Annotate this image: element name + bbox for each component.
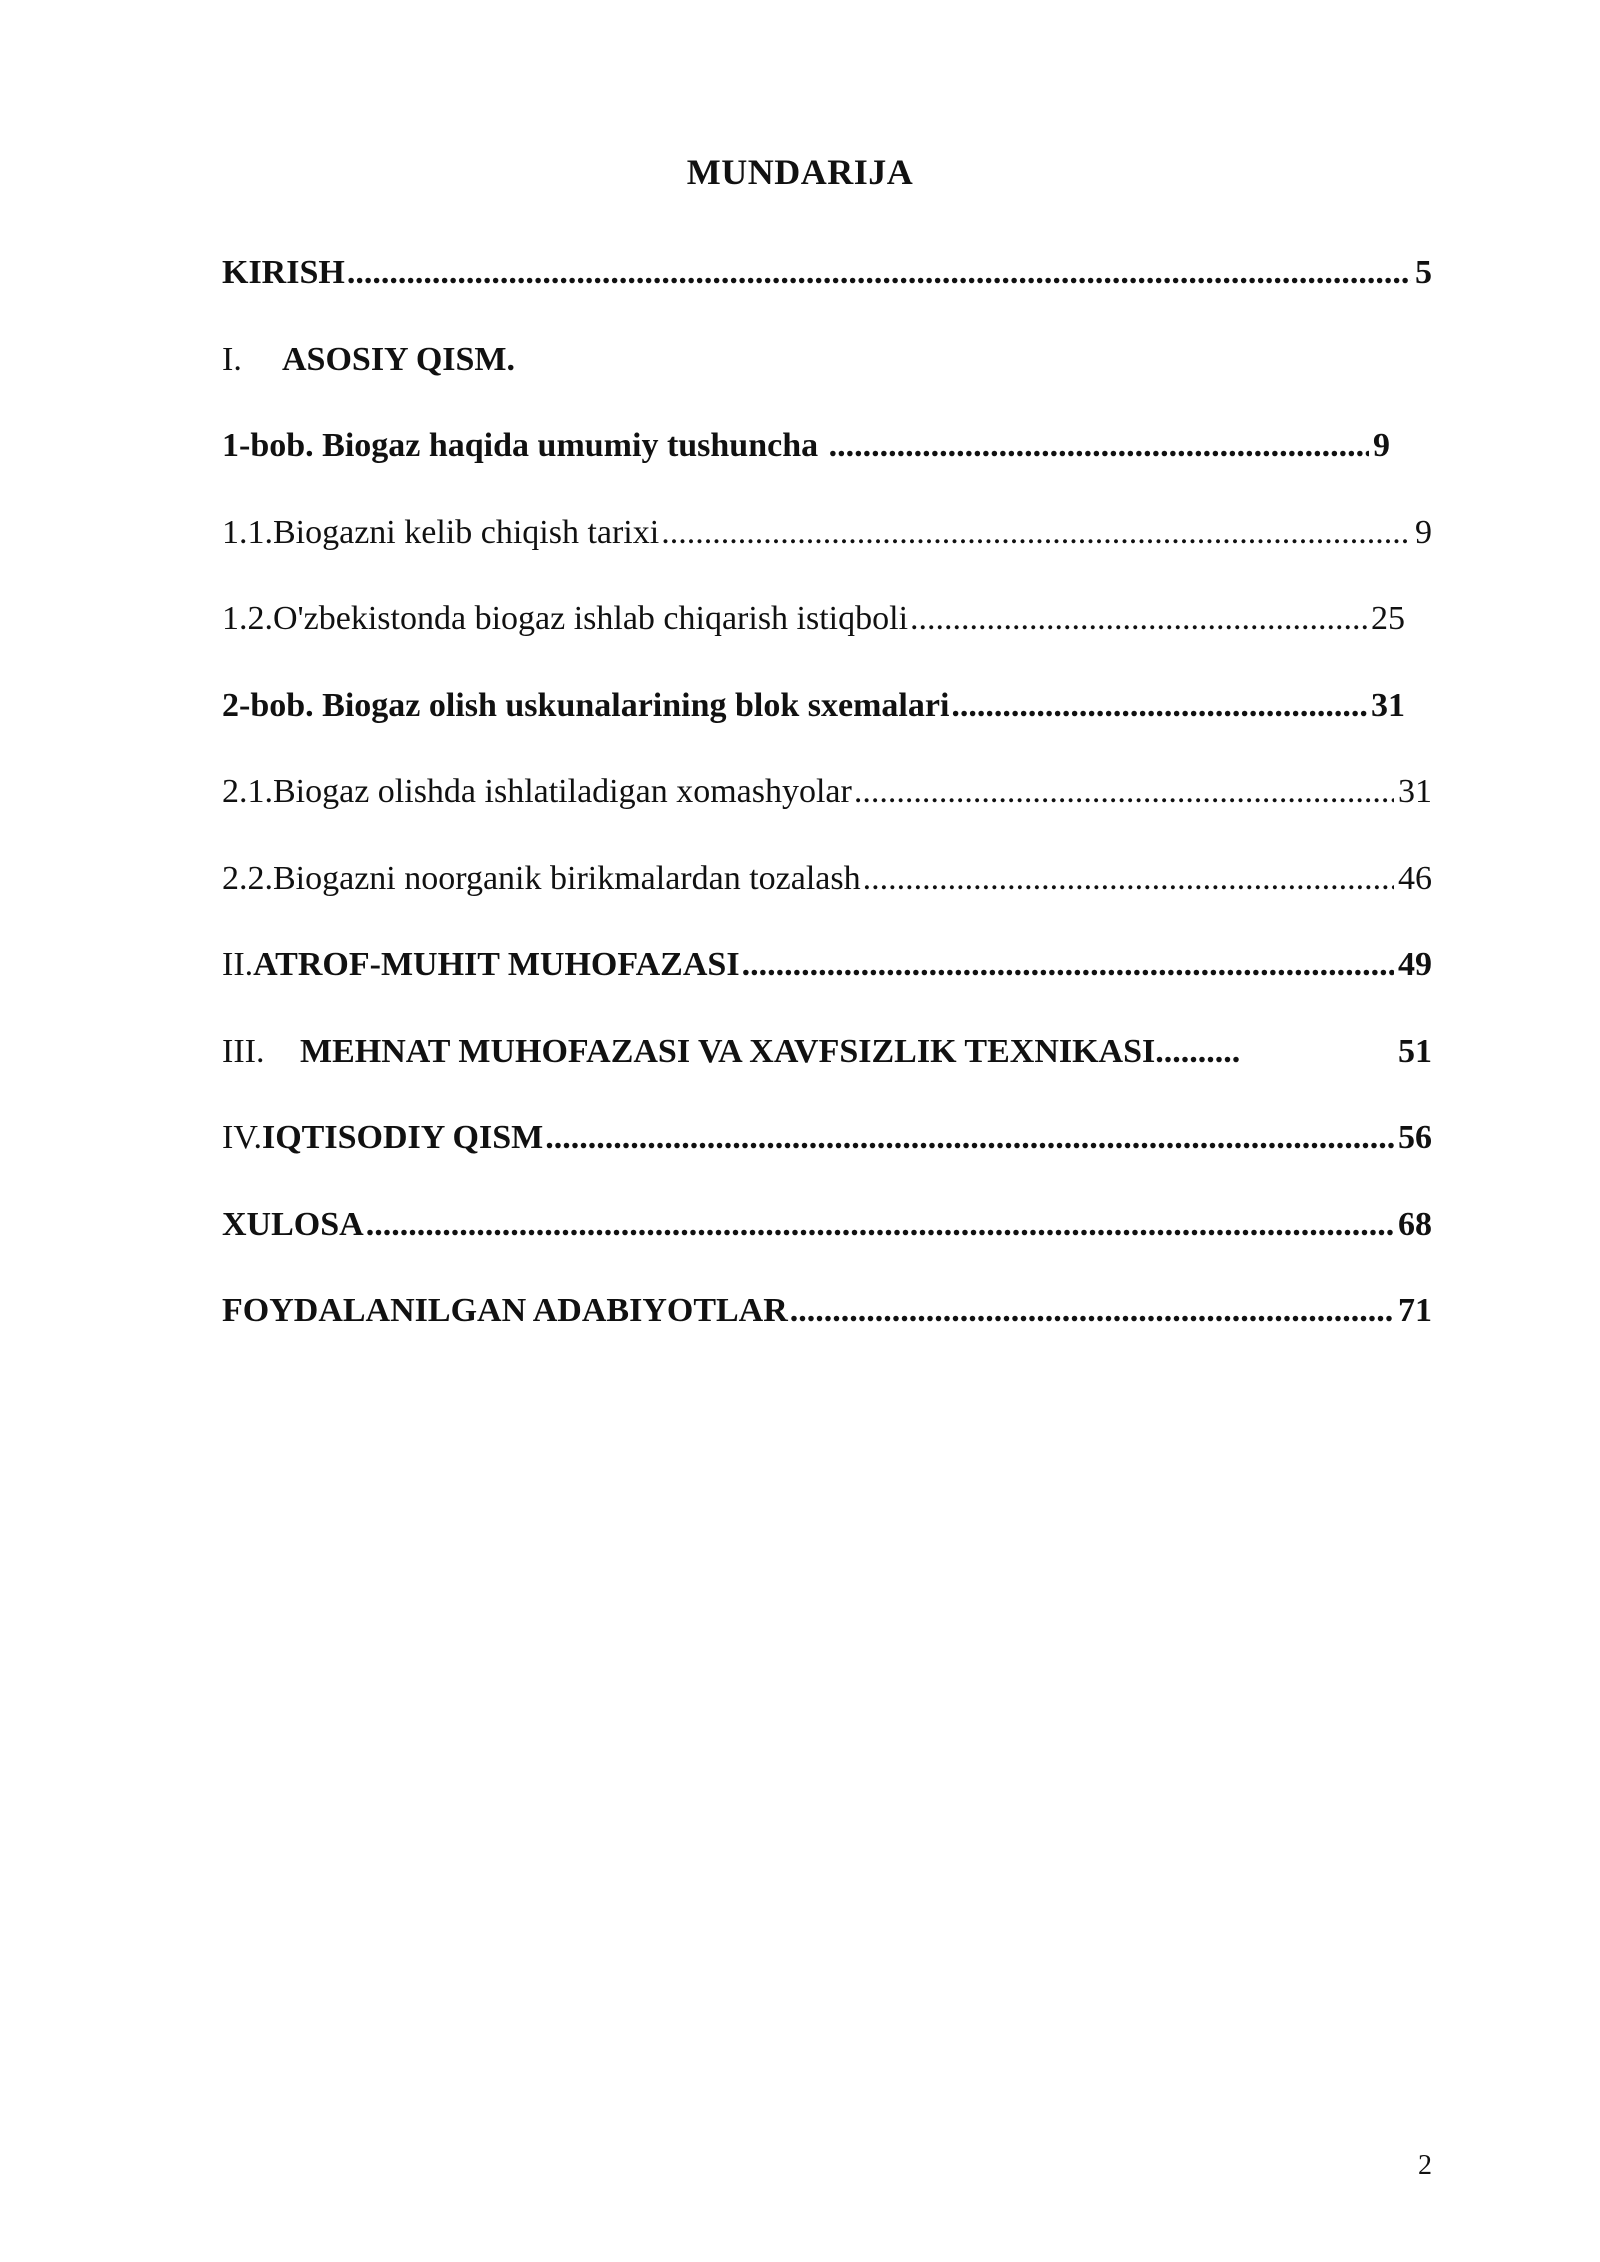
toc-entry-label: Biogaz olishda ishlatiladigan xomashyolar <box>273 773 852 811</box>
dot-leader <box>854 773 1394 811</box>
dot-leader <box>951 687 1367 725</box>
dot-leader: .......... <box>1155 1032 1241 1070</box>
toc-entry-label: MEHNAT MUHOFAZASI VA XAVFSIZLIK TEXNIKASI <box>300 1032 1156 1070</box>
dot-leader <box>829 427 1369 465</box>
dot-leader <box>366 1206 1394 1244</box>
toc-entry-label: XULOSA <box>222 1205 364 1243</box>
toc-entry-chapter-1[interactable] <box>222 403 1390 490</box>
toc-entry-number: 2.2. <box>222 859 273 897</box>
toc-entry-number: 1.2. <box>222 600 273 638</box>
dot-leader <box>545 1119 1394 1157</box>
toc-entry-page: 25 <box>1371 600 1405 638</box>
toc-entry-page: 31 <box>1371 686 1405 724</box>
toc-entry-label: FOYDALANILGAN ADABIYOTLAR <box>222 1292 788 1330</box>
toc-entry-page: 49 <box>1398 946 1432 984</box>
toc-entry-label: IQTISODIY QISM <box>262 1119 544 1157</box>
toc-entry-2-2[interactable] <box>222 836 1432 923</box>
toc-entry-page: 9 <box>1415 513 1432 551</box>
toc-entry-page: 51 <box>1398 1032 1432 1070</box>
toc-entry-number: II. <box>222 946 254 984</box>
toc-entry-mehnat-muhofazasi[interactable] <box>222 1009 1432 1096</box>
toc-entry-label: 2-bob. Biogaz olish uskunalarining blok sxemalari <box>222 686 950 724</box>
dot-leader <box>863 860 1394 898</box>
toc-entry-asosiy-qism[interactable] <box>222 317 1432 404</box>
toc-entry-page: 56 <box>1398 1119 1432 1157</box>
toc-entry-page: 71 <box>1398 1292 1432 1330</box>
toc-entry-chapter-2[interactable] <box>222 663 1405 750</box>
toc-entry-1-2[interactable] <box>222 576 1405 663</box>
page-number: 2 <box>1418 2150 1432 2181</box>
toc-entry-number: 2.1. <box>222 773 273 811</box>
toc-entry-number: 1.1. <box>222 513 273 551</box>
toc-entry-2-1[interactable] <box>222 749 1432 836</box>
toc-title: MUNDARIJA <box>686 152 914 192</box>
toc-entry-xulosa[interactable] <box>222 1182 1432 1269</box>
toc-entry-label: ASOSIY QISM. <box>282 340 516 378</box>
toc-entry-label: Biogazni noorganik birikmalardan tozalash <box>273 859 861 897</box>
toc-entry-page: 5 <box>1415 254 1432 292</box>
toc-entry-iqtisodiy-qism[interactable] <box>222 1095 1432 1182</box>
toc-entry-adabiyotlar[interactable] <box>222 1268 1432 1355</box>
toc-entry-label: Biogazni kelib chiqish tarixi <box>273 513 660 551</box>
toc-entry-number: III. <box>222 1032 265 1070</box>
dot-leader <box>742 946 1394 984</box>
dot-leader <box>661 514 1411 552</box>
toc-entry-label: 1-bob. Biogaz haqida umumiy tushuncha <box>222 427 827 465</box>
toc-entry-label: O'zbekistonda biogaz ishlab chiqarish istiqboli <box>273 600 909 638</box>
dot-leader <box>910 600 1367 638</box>
toc-entry-number: IV. <box>222 1119 262 1157</box>
toc-entry-page: 68 <box>1398 1205 1432 1243</box>
toc-entry-kirish[interactable] <box>222 230 1432 317</box>
table-of-contents <box>222 230 1432 1355</box>
toc-entry-atrof-muhit[interactable] <box>222 922 1432 1009</box>
toc-entry-number: I. <box>222 340 242 378</box>
toc-entry-1-1[interactable] <box>222 490 1432 577</box>
toc-entry-page: 9 <box>1373 427 1390 465</box>
dot-leader <box>347 254 1411 292</box>
toc-entry-page: 46 <box>1398 859 1432 897</box>
dot-leader <box>790 1292 1394 1330</box>
toc-entry-label: ATROF-MUHIT MUHOFAZASI <box>253 946 740 984</box>
toc-entry-page: 31 <box>1398 773 1432 811</box>
toc-entry-label: KIRISH <box>222 254 345 292</box>
